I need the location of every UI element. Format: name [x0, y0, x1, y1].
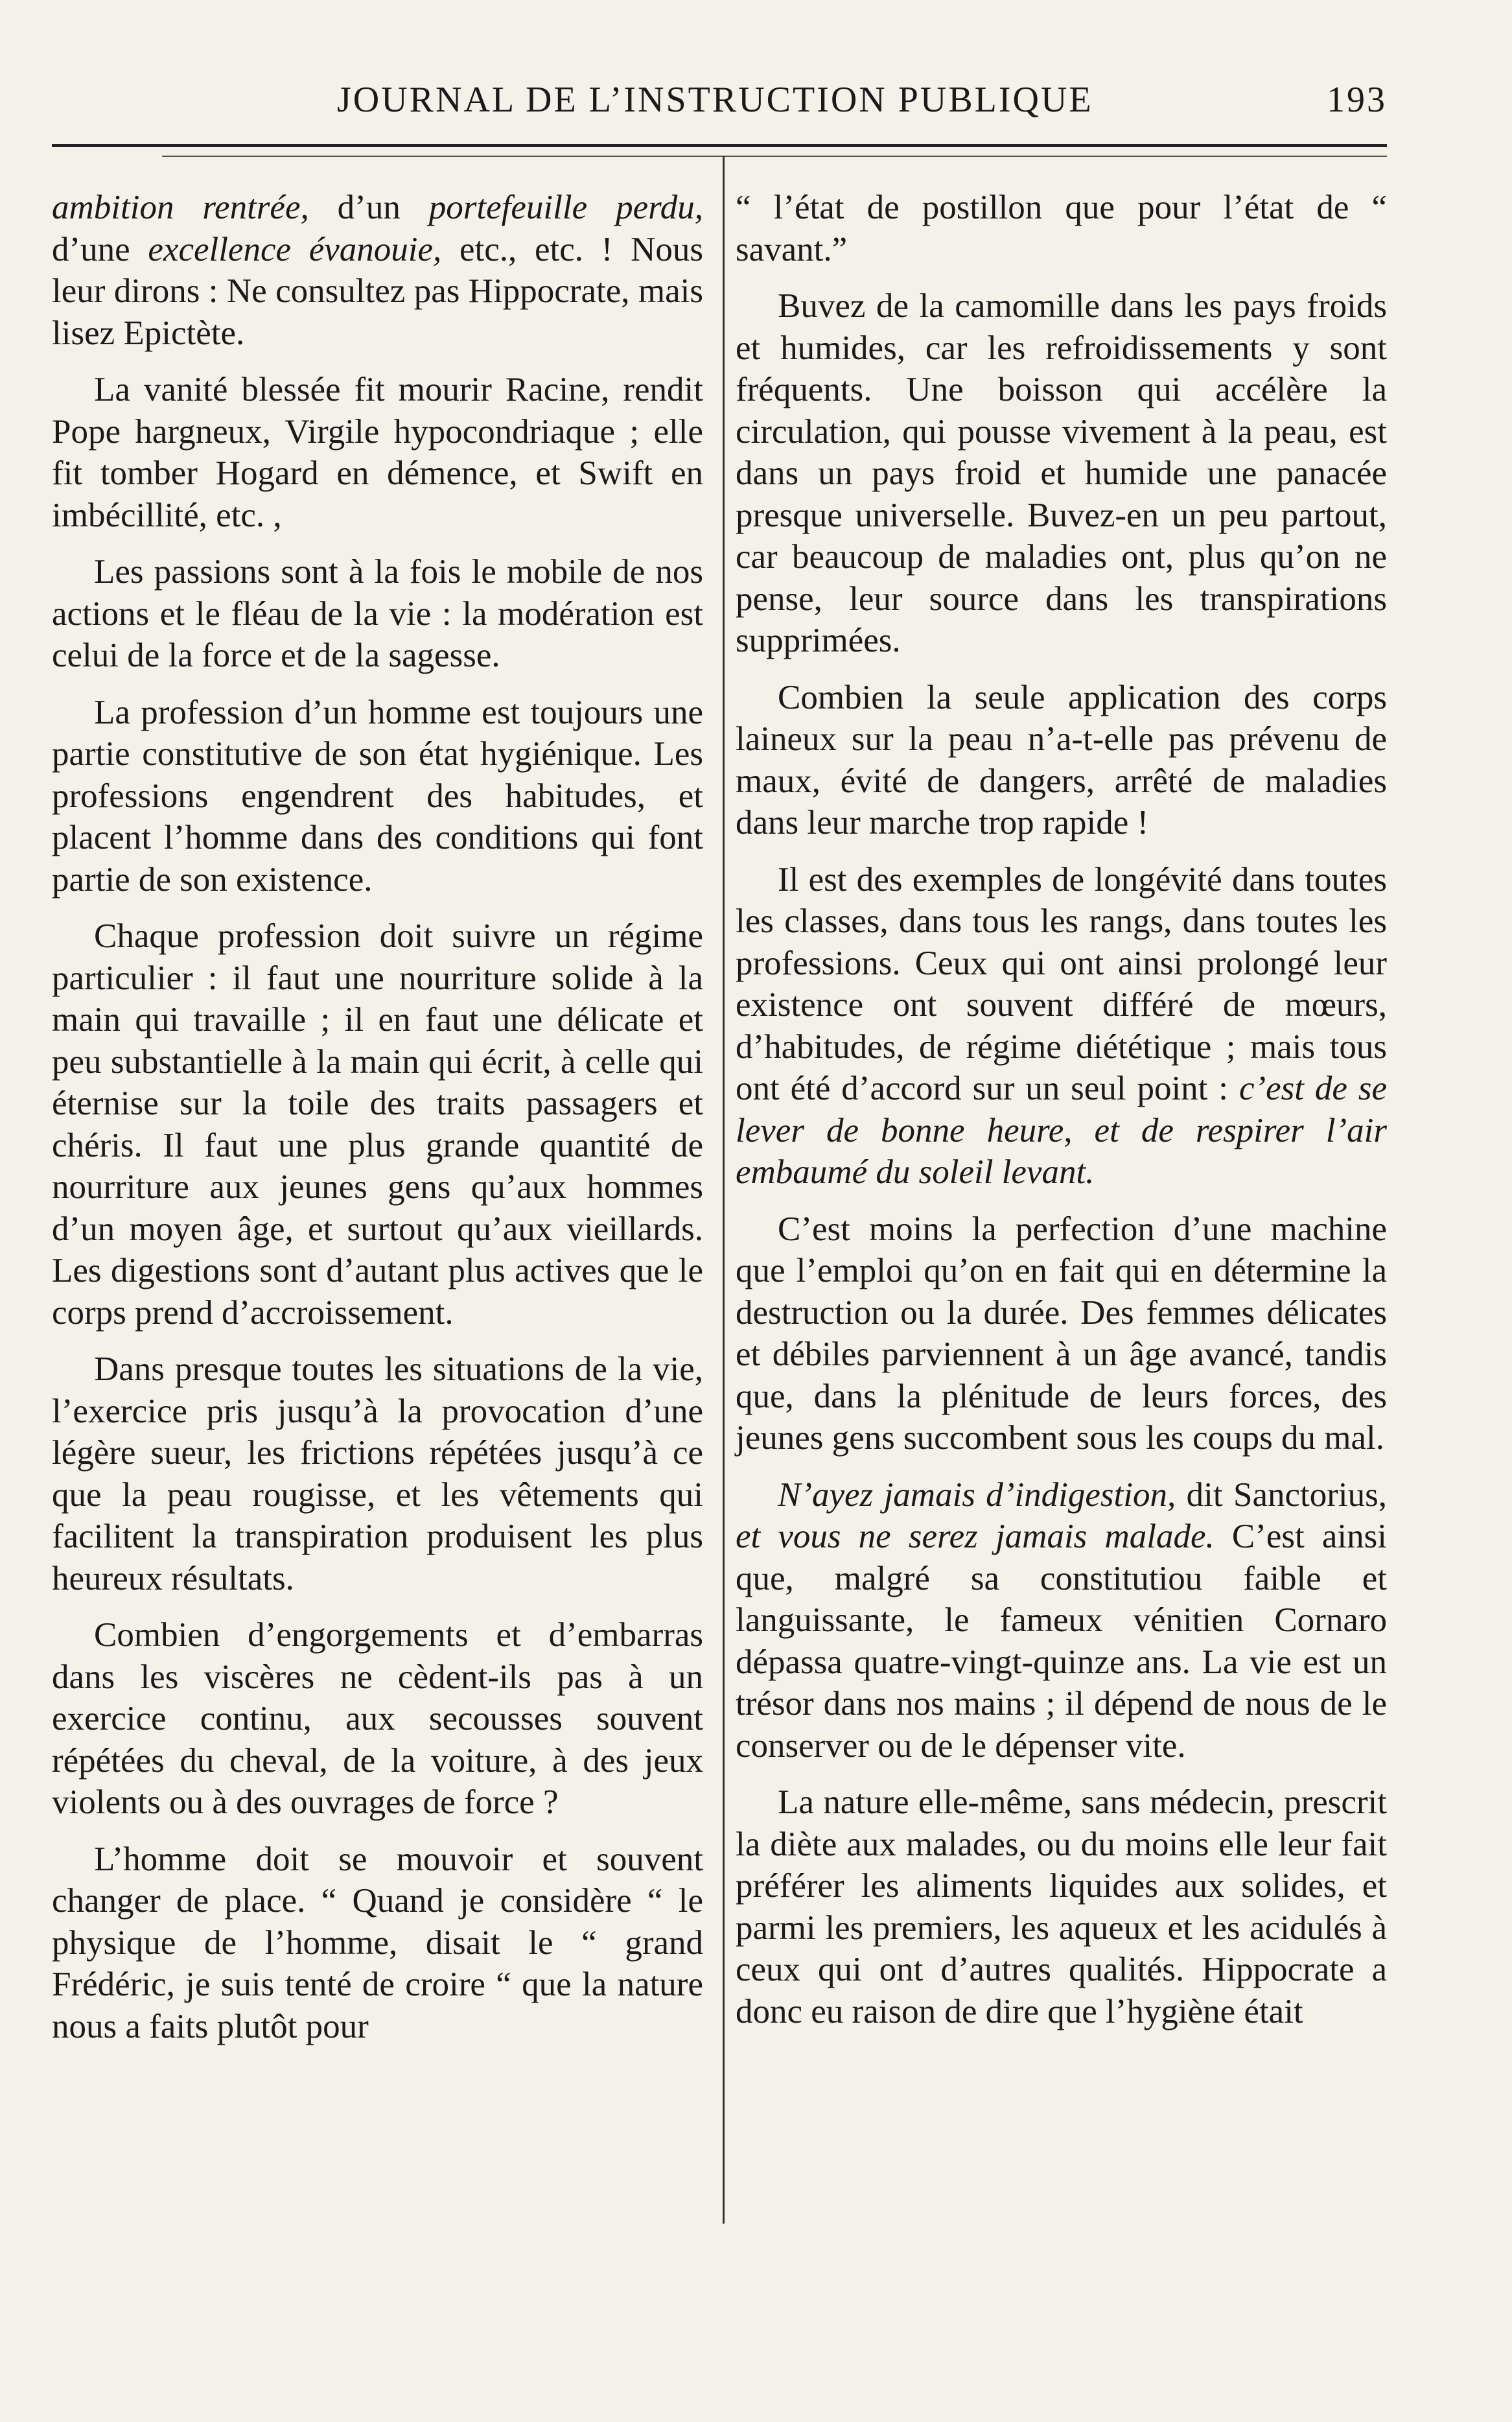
right-column: [736, 187, 1387, 2047]
text-run: etc., etc. ! Nous leur dirons : Ne consultez pas Hippocrate, mais lisez Epictète.: [52, 230, 703, 352]
text-run: La vanité blessée fit mourir Racine, rendit Pope hargneux, Virgile hypocondriaque ; elle fit tomber Hogard en démence, et Swift en imbécillité, etc. ,: [52, 371, 703, 534]
text-run: Chaque profession doit suivre un régime particulier : il faut une nourriture solide à la main qui travaille ; il en faut une délicate et peu substantielle à la main qui écrit, à celle qui éternise sur la toile des traits passagers et chéris. Il faut une plus grande quantité de nourriture aux jeunes gens qu’aux hommes d’un moyen âge, et surtout qu’aux vieillards. Les digestions sont d’autant plus actives que le corps prend d’accroissement.: [52, 917, 703, 1332]
paragraph: [736, 1781, 1387, 2032]
text-run: Dans presque toutes les situations de la vie, l’exercice pris jusqu’à la provocation d’une légère sueur, les frictions répétées jusqu’à ce que la peau rougisse, et les vêtements qui facilitent la transpiration produisent les plus heureux résultats.: [52, 1350, 703, 1597]
text-run: La profession d’un homme est toujours une partie constitutive de son état hygiénique. Les professions engendrent des habitudes, et placent l’homme dans des conditions qui font partie de son existence.: [52, 693, 703, 899]
text-run: Combien d’engorgements et d’embarras dans les viscères ne cèdent-ils pas à un exercice continu, aux secousses souvent répétées du cheval, de la voiture, à des jeux violents ou à des ouvrages de force ?: [52, 1616, 703, 1821]
text-run: dit Sanctorius,: [1176, 1476, 1387, 1514]
italic-text: et vous ne serez jamais malade.: [736, 1518, 1215, 1555]
paragraph: [52, 1348, 703, 1599]
paragraph: [736, 677, 1387, 844]
paragraph: [52, 1614, 703, 1824]
paragraph: [736, 187, 1387, 270]
text-run: La nature elle-même, sans médecin, prescrit la diète aux malades, ou du moins elle leur fait préférer les aliments liquides aux solides, et parmi les premiers, les aqueux et les acidulés à ceux qui ont d’autres qualités. Hippocrate a donc eu raison de dire que l’hygiène était: [736, 1783, 1387, 2030]
column-divider: [723, 156, 725, 2224]
text-run: C’est ainsi que, malgré sa constitutiou faible et languissante, le fameux vénitien Cornaro dépassa quatre-vingt-quinze ans. La vie est un trésor dans nos mains ; il dépend de nous de le conserver ou de le dépenser vite.: [736, 1518, 1387, 1765]
italic-text: portefeuille perdu,: [428, 189, 704, 226]
paragraph: [736, 285, 1387, 662]
text-run: d’une: [52, 230, 148, 268]
paragraph: [52, 369, 703, 536]
text-run: Buvez de la camomille dans les pays froids et humides, car les refroidissements y sont fréquents. Une boisson qui accélère la circulation, qui pousse vivement à la peau, est dans un pays froid et humide une panacée presque universelle. Buvez-en un peu partout, car beaucoup de maladies ont, plus qu’on ne pense, leur source dans les transpirations supprimées.: [736, 287, 1387, 659]
italic-text: ambition rentrée,: [52, 189, 309, 226]
header-rule: [52, 144, 1387, 147]
italic-text: N’ayez jamais d’indigestion,: [778, 1476, 1176, 1514]
paragraph: [52, 551, 703, 677]
text-run: Combien la seule application des corps laineux sur la peau n’a-t-elle pas prévenu de maux, évité de dangers, arrêté de maladies dans leur marche trop rapide !: [736, 678, 1387, 841]
left-column: [52, 187, 703, 2062]
header-rule-thin: [162, 156, 1387, 157]
running-head: [117, 79, 1387, 124]
paragraph: [52, 187, 703, 354]
paragraph: [52, 1839, 703, 2048]
text-run: d’un: [308, 189, 429, 226]
journal-title: JOURNAL DE L’INSTRUCTION PUBLIQUE: [337, 80, 1093, 120]
text-run: Les passions sont à la fois le mobile de nos actions et le fléau de la vie : la modération est celui de la force et de la sagesse.: [52, 553, 703, 674]
italic-text: c’est de se lever de bonne heure, et de respirer l’air embaumé du soleil levant.: [736, 1070, 1387, 1191]
paragraph: [736, 1474, 1387, 1767]
paragraph: [736, 1208, 1387, 1459]
paragraph: [52, 692, 703, 901]
paragraph: [52, 915, 703, 1334]
paragraph: [736, 859, 1387, 1193]
text-run: C’est moins la perfection d’une machine que l’emploi qu’on en fait qui en détermine la destruction ou la durée. Des femmes délicates et débiles parviennent à un âge avancé, tandis que, dans la plénitude de leurs forces, des jeunes gens succombent sous les coups du mal.: [736, 1210, 1387, 1457]
text-run: Il est des exemples de longévité dans toutes les classes, dans tous les rangs, dans toutes les professions. Ceux qui ont ainsi prolongé leur existence ont souvent différé de mœurs, d’habitudes, de régime diététique ; mais tous ont été d’accord sur un seul point :: [736, 860, 1387, 1107]
page-number: 193: [1327, 80, 1387, 120]
text-run: “ l’état de postillon que pour l’état de “ savant.”: [736, 189, 1387, 268]
text-run: L’homme doit se mouvoir et souvent changer de place. “ Quand je considère “ le physique de l’homme, disait le “ grand Frédéric, je suis tenté de croire “ que la nature nous a faits plutôt pour: [52, 1840, 703, 2045]
italic-text: excellence évanouie,: [148, 230, 442, 268]
